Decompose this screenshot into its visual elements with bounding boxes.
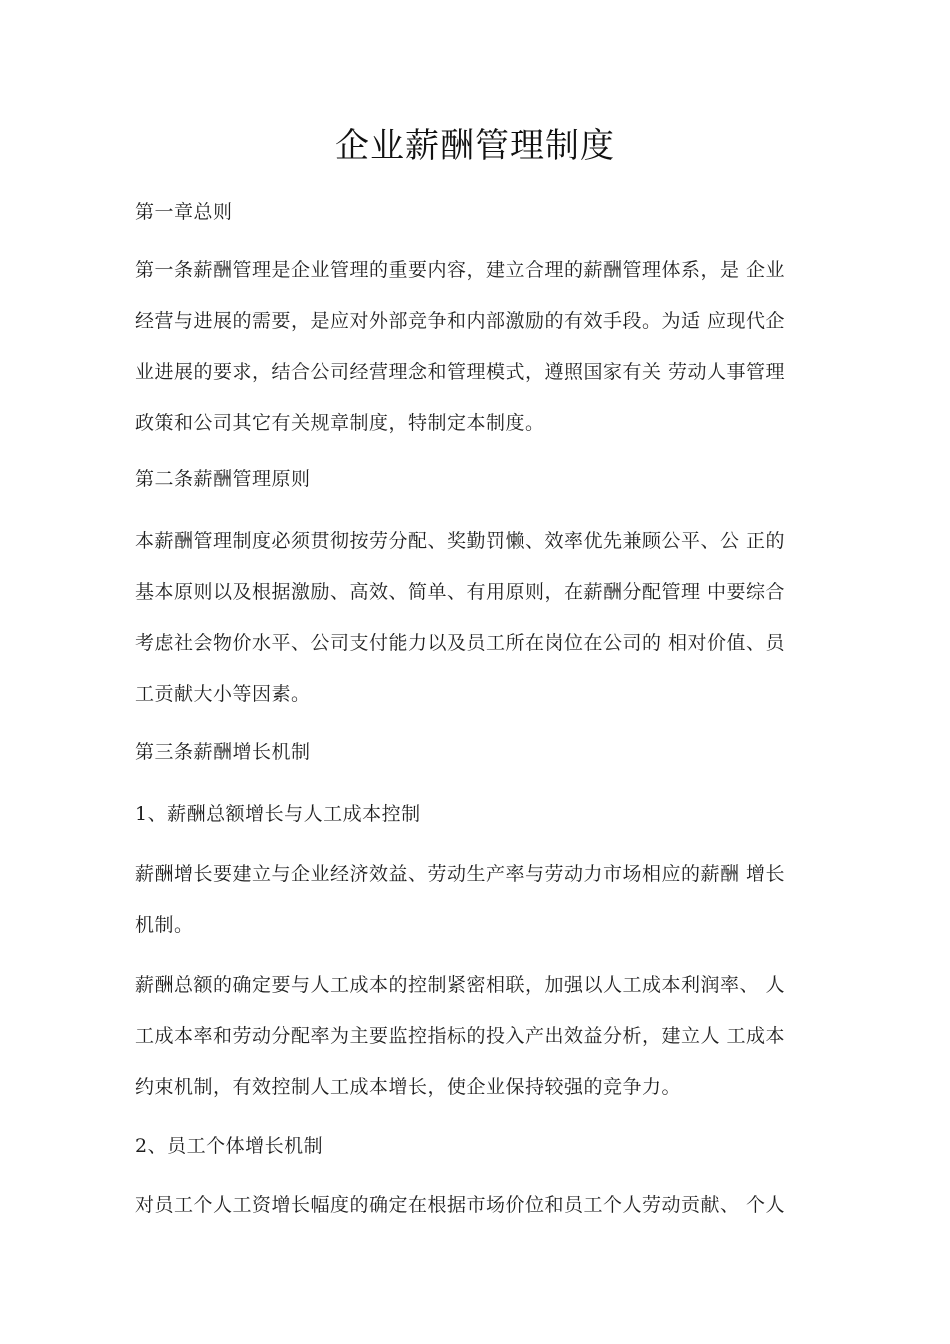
paragraph-line: 考虑社会物价水平、公司支付能力以及员工所在岗位在公司的 相对价值、员	[135, 632, 786, 654]
paragraph-line: 约束机制，有效控制人工成本增长，使企业保持较强的竞争力。	[135, 1076, 682, 1098]
paragraph-line: 本薪酬管理制度必须贯彻按劳分配、奖勤罚懒、效率优先兼顾公平、公 正的	[135, 530, 786, 552]
paragraph-line: 经营与进展的需要，是应对外部竞争和内部激励的有效手段。为适 应现代企	[135, 310, 786, 332]
article-2-paragraph	[135, 516, 825, 720]
paragraph-line: 薪酬总额的确定要与人工成本的控制紧密相联，加强以人工成本利润率、 人	[135, 974, 786, 996]
article-3-heading: 第三条薪酬增长机制	[135, 741, 311, 763]
paragraph-line: 基本原则以及根据激励、高效、简单、有用原则，在薪酬分配管理 中要综合	[135, 581, 786, 603]
section-2-heading: 2、员工个体增长机制	[135, 1135, 324, 1157]
section-1-paragraph-b	[135, 960, 825, 1113]
section-1-paragraph-a	[135, 849, 825, 951]
section-2-paragraph	[135, 1180, 825, 1231]
paragraph-line: 第一条薪酬管理是企业管理的重要内容，建立合理的薪酬管理体系，是 企业	[135, 259, 786, 281]
article-1-paragraph	[135, 245, 825, 449]
paragraph-line: 对员工个人工资增长幅度的确定在根据市场价位和员工个人劳动贡献、 个人	[135, 1194, 786, 1216]
section-1-heading: 1、薪酬总额增长与人工成本控制	[135, 803, 421, 825]
paragraph-line: 工成本率和劳动分配率为主要监控指标的投入产出效益分析，建立人 工成本	[135, 1025, 786, 1047]
paragraph-line: 机制。	[135, 914, 194, 936]
paragraph-line: 政策和公司其它有关规章制度，特制定本制度。	[135, 412, 545, 434]
chapter-heading: 第一章总则	[135, 201, 233, 223]
paragraph-line: 薪酬增长要建立与企业经济效益、劳动生产率与劳动力市场相应的薪酬 增长	[135, 863, 786, 885]
article-2-heading: 第二条薪酬管理原则	[135, 468, 311, 490]
document-title: 企业薪酬管理制度	[335, 126, 615, 166]
paragraph-line: 工贡献大小等因素。	[135, 683, 311, 705]
paragraph-line: 业进展的要求，结合公司经营理念和管理模式，遵照国家有关 劳动人事管理	[135, 361, 786, 383]
